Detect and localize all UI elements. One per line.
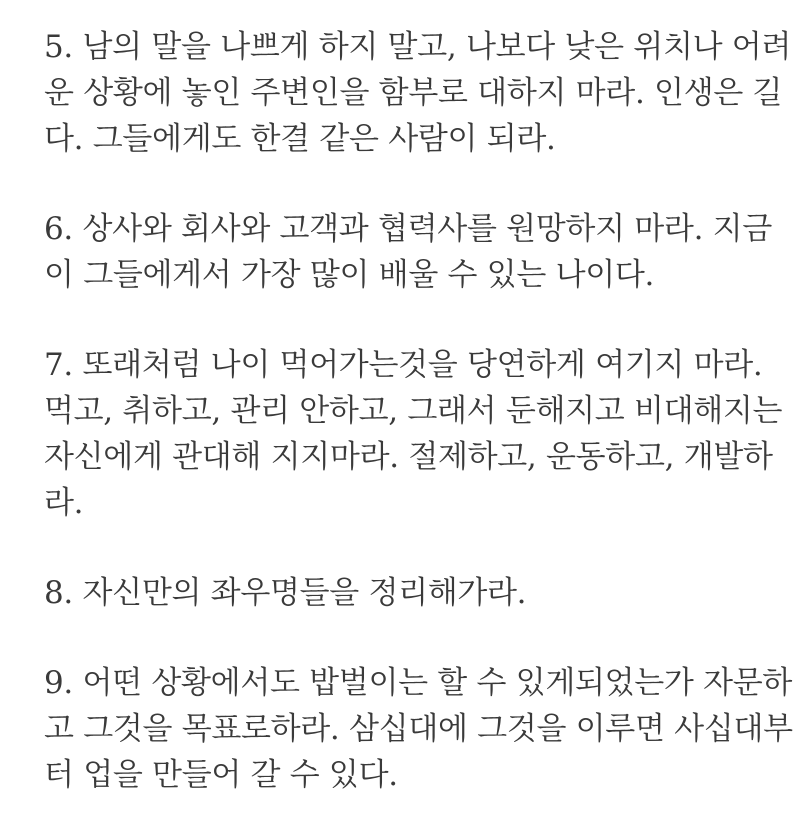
list-item-8 <box>44 570 768 616</box>
text-line: 자신에게 관대해 지지마라. 절제하고, 운동하고, 개발하 <box>44 439 773 475</box>
text-line: 고 그것을 목표로하라. 삼십대에 그것을 이루면 사십대부 <box>44 711 793 747</box>
text-line: 다. 그들에게도 한결 같은 사람이 되라. <box>44 121 556 157</box>
text-line: 7. 또래처럼 나이 먹어가는것을 당연하게 여기지 마라. <box>44 347 763 383</box>
list-item-5 <box>44 24 792 162</box>
text-line: 9. 어떤 상황에서도 밥벌이는 할 수 있게되었는가 자문하 <box>44 665 793 701</box>
list-item-7 <box>44 342 783 526</box>
text-line: 먹고, 취하고, 관리 안하고, 그래서 둔해지고 비대해지는 <box>44 393 783 429</box>
text-line: 운 상황에 놓인 주변인을 함부로 대하지 마라. 인생은 길 <box>44 75 783 111</box>
list-item-6 <box>44 206 772 298</box>
text-line: 이 그들에게서 가장 많이 배울 수 있는 나이다. <box>44 257 655 293</box>
text-line: 8. 자신만의 좌우명들을 정리해가라. <box>44 575 527 611</box>
text-line: 5. 남의 말을 나쁘게 하지 말고, 나보다 낮은 위치나 어려 <box>44 29 792 65</box>
text-line: 라. <box>44 485 84 521</box>
text-line: 6. 상사와 회사와 고객과 협력사를 원망하지 마라. 지금 <box>44 211 772 247</box>
list-item-9 <box>44 660 793 798</box>
text-line: 터 업을 만들어 갈 수 있다. <box>44 757 398 793</box>
